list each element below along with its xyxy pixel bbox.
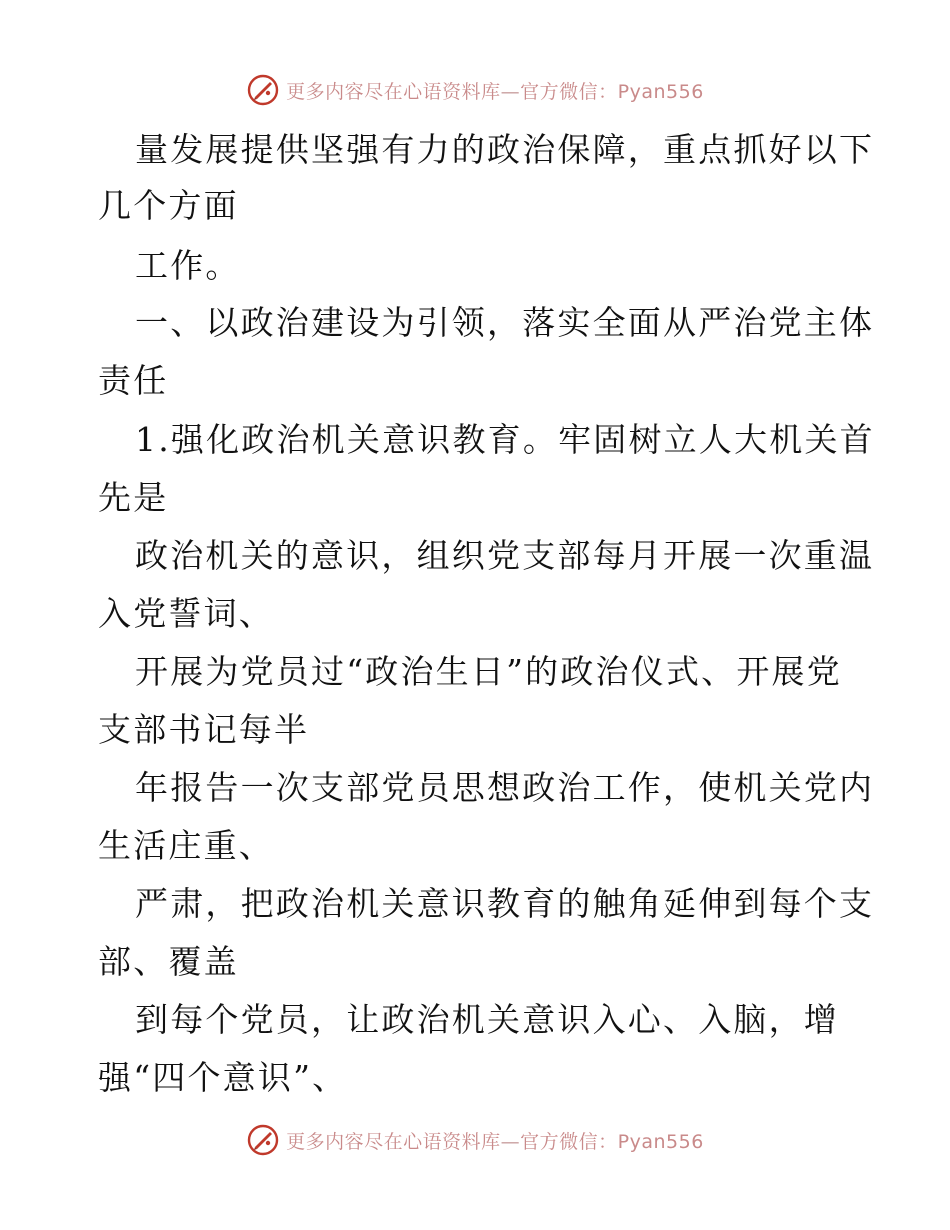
body-line: 量发展提供坚强有力的政治保障，重点抓好以下 [135, 130, 875, 169]
body-line: 一、以政治建设为引领，落实全面从严治党主体 [135, 303, 875, 342]
quill-logo-icon [246, 1123, 280, 1157]
footer-banner-contact: 官方微信：Pyan556 [520, 1130, 704, 1153]
body-line: 入党誓词、 [98, 594, 274, 633]
header-banner-text [286, 77, 704, 104]
body-line: 严肃，把政治机关意识教育的触角延伸到每个支 [135, 884, 875, 923]
body-line: 几个方面 [98, 186, 239, 225]
footer-banner [0, 1120, 950, 1160]
header-banner-separator: — [500, 80, 521, 103]
header-banner [0, 70, 950, 110]
body-line: 开展为党员过“政治生日”的政治仪式、开展党 [135, 652, 842, 691]
body-line: 工作。 [135, 246, 241, 285]
body-line: 生活庄重、 [98, 826, 274, 865]
body-line: 支部书记每半 [98, 710, 310, 749]
header-banner-title: 更多内容尽在心语资料库 [286, 80, 501, 103]
body-line: 先是 [98, 478, 169, 517]
body-line: 部、覆盖 [98, 942, 239, 981]
body-line: 政治机关的意识，组织党支部每月开展一次重温 [135, 536, 875, 575]
footer-banner-title: 更多内容尽在心语资料库 [286, 1130, 501, 1153]
body-line: 1.强化政治机关意识教育。牢固树立人大机关首 [135, 420, 875, 459]
header-banner-contact: 官方微信：Pyan556 [520, 80, 704, 103]
footer-banner-text [286, 1127, 704, 1154]
body-line: 到每个党员，让政治机关意识入心、入脑，增 [135, 1000, 839, 1039]
footer-banner-separator: — [500, 1130, 521, 1153]
quill-logo-icon [246, 73, 280, 107]
body-line: 责任 [98, 361, 169, 400]
body-line: 年报告一次支部党员思想政治工作，使机关党内 [135, 768, 875, 807]
body-line: 强“四个意识”、 [98, 1058, 348, 1097]
